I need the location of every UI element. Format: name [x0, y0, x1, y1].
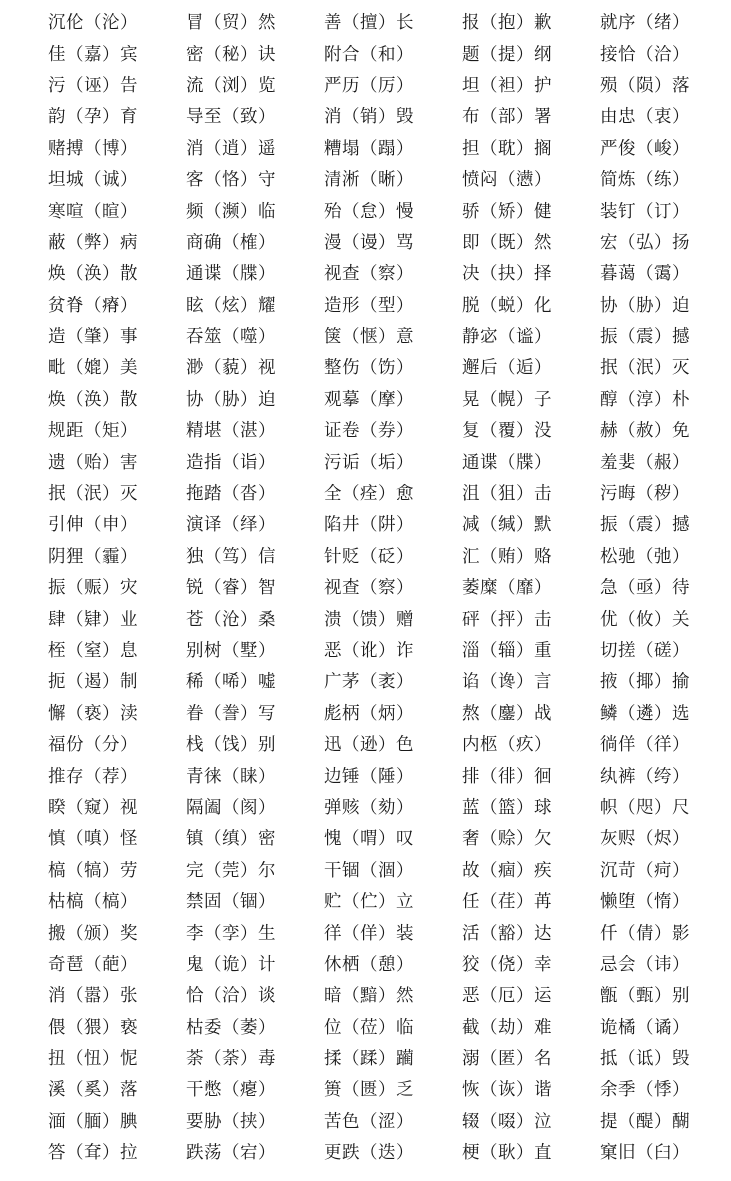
word-cell: 严历（厉）: [324, 75, 414, 96]
word-cell: 边锤（陲）: [324, 766, 414, 787]
word-cell: 搬（颁）奖: [48, 923, 138, 944]
word-cell: 由忠（衷）: [600, 107, 690, 128]
word-cell: 暮蔼（霭）: [600, 264, 690, 285]
word-cell: 内柩（疚）: [462, 735, 552, 756]
word-cell: 沉苛（疴）: [600, 860, 690, 881]
word-cell: 通谍（牒）: [186, 264, 276, 285]
word-cell: 偎（猥）亵: [48, 1017, 138, 1038]
word-cell: 韵（孕）育: [48, 107, 138, 128]
word-cell: 别树（墅）: [186, 641, 276, 661]
word-cell: 彪柄（炳）: [324, 703, 414, 724]
word-cell: 装钉（订）: [600, 201, 690, 222]
word-cell: 冒（贸）然: [186, 13, 276, 34]
word-cell: 导至（致）: [186, 107, 276, 128]
word-cell: 通谍（牒）: [462, 452, 552, 473]
word-cell: 沉伦（沦）: [48, 13, 138, 34]
word-cell: 整伤（饬）: [324, 358, 414, 379]
word-cell: 复（覆）没: [462, 421, 552, 442]
word-cell: 密（秘）诀: [186, 44, 276, 65]
word-cell: 渺（藐）视: [186, 358, 276, 379]
word-cell: 赌搏（博）: [48, 138, 138, 159]
word-cell: 湎（腼）腆: [48, 1111, 138, 1132]
word-cell: 溺（匿）名: [462, 1049, 552, 1070]
word-cell: 荼（荼）毒: [186, 1049, 276, 1070]
word-cell: 污（诬）告: [48, 75, 138, 96]
word-cell: 箧（惬）意: [324, 327, 414, 348]
word-cell: 担（耽）搁: [462, 138, 552, 159]
word-cell: 锐（睿）智: [186, 578, 276, 599]
word-cell: 汇（贿）赂: [462, 546, 552, 567]
word-cell: 减（缄）默: [462, 515, 552, 536]
word-cell: 赫（赦）免: [600, 421, 690, 442]
word-cell: 静宓（谧）: [462, 327, 552, 348]
word-cell: 扼（遏）制: [48, 672, 138, 693]
word-cell: 殒（陨）落: [600, 75, 690, 96]
word-cell: 恰（洽）谈: [186, 986, 276, 1007]
word-cell: 协（胁）迫: [600, 295, 690, 316]
word-cell: 隔阖（阂）: [186, 797, 276, 818]
word-cell: 贫脊（瘠）: [48, 295, 138, 316]
word-cell: 羞婓（赧）: [600, 452, 690, 473]
word-cell: 蔽（弊）病: [48, 232, 138, 253]
word-cell: 睽（窥）视: [48, 797, 138, 818]
word-cell: 遗（贻）害: [48, 452, 138, 473]
word-cell: 抿（泯）灭: [600, 358, 690, 379]
word-cell: 造（肇）事: [48, 327, 138, 348]
word-cell: 徜佯（徉）: [600, 735, 690, 756]
word-cell: 清淅（晰）: [324, 170, 414, 191]
word-cell: 寒喧（暄）: [48, 201, 138, 222]
word-cell: 恶（讹）诈: [324, 641, 414, 661]
word-cell: 李（孪）生: [186, 923, 276, 944]
word-cell: 故（痼）疾: [462, 860, 552, 881]
word-cell: 频（濒）临: [186, 201, 276, 222]
word-cell: 即（既）然: [462, 232, 552, 253]
word-cell: 简炼（练）: [600, 170, 690, 191]
word-cell: 骄（矫）健: [462, 201, 552, 222]
word-cell: 脱（蜕）化: [462, 295, 552, 316]
word-cell: 污晦（秽）: [600, 484, 690, 505]
word-cell: 鬼（诡）计: [186, 954, 276, 975]
word-cell: 引伸（申）: [48, 515, 138, 536]
word-cell: 奢（赊）欠: [462, 829, 552, 850]
word-cell: 决（抉）择: [462, 264, 552, 285]
word-cell: 鳞（遴）选: [600, 703, 690, 724]
word-cell: 诡橘（谲）: [600, 1017, 690, 1038]
word-cell: 萎糜（靡）: [462, 578, 552, 599]
word-cell: 干憋（瘪）: [186, 1080, 276, 1101]
word-cell: 宏（弘）扬: [600, 232, 690, 253]
word-cell: 推存（荐）: [48, 766, 138, 787]
word-cell: 糟塌（蹋）: [324, 138, 414, 159]
word-cell: 纨裤（绔）: [600, 766, 690, 787]
word-cell: 贮（伫）立: [324, 892, 414, 913]
word-cell: 严俊（峻）: [600, 138, 690, 159]
word-cell: 慎（嗔）怪: [48, 829, 138, 850]
word-cell: 狡（侥）幸: [462, 954, 552, 975]
word-cell: 谄（谗）言: [462, 672, 552, 693]
word-cell: 接恰（洽）: [600, 44, 690, 65]
word-cell: 截（劫）难: [462, 1017, 552, 1038]
word-cell: 恢（诙）谐: [462, 1080, 552, 1101]
word-cell: 忌会（讳）: [600, 954, 690, 975]
word-cell: 视查（察）: [324, 264, 414, 285]
word-cell: 焕（涣）散: [48, 264, 138, 285]
word-cell: 坦城（诚）: [48, 170, 138, 191]
word-cell: 吞筮（噬）: [186, 327, 276, 348]
word-cell: 眩（炫）耀: [186, 295, 276, 316]
word-cell: 排（徘）徊: [462, 766, 552, 787]
word-cell: 拖踏（沓）: [186, 484, 276, 505]
word-cell: 仟（倩）影: [600, 923, 690, 944]
word-cell: 掖（揶）揄: [600, 672, 690, 693]
word-cell: 熬（鏖）战: [462, 703, 552, 724]
word-cell: 阴狸（霾）: [48, 546, 138, 567]
word-cell: 流（浏）览: [186, 75, 276, 96]
word-table: [48, 6, 708, 1167]
word-cell: 位（莅）临: [324, 1017, 414, 1038]
word-cell: 愤闷（懑）: [462, 170, 552, 191]
word-cell: 松驰（弛）: [600, 546, 690, 567]
word-cell: 休栖（憩）: [324, 954, 414, 975]
word-cell: 要胁（挟）: [186, 1111, 276, 1132]
word-cell: 振（震）撼: [600, 327, 690, 348]
word-cell: 溪（奚）落: [48, 1080, 138, 1101]
word-cell: 振（赈）灾: [48, 578, 138, 599]
word-cell: 广茅（袤）: [324, 672, 414, 693]
word-cell: 恶（厄）运: [462, 986, 552, 1007]
word-cell: 篑（匮）乏: [324, 1080, 414, 1101]
word-cell: 蓝（篮）球: [462, 797, 552, 818]
word-cell: 陷井（阱）: [324, 515, 414, 536]
word-cell: 苍（沧）桑: [186, 609, 276, 630]
word-cell: 甑（甄）别: [600, 986, 690, 1007]
word-cell: 商确（榷）: [186, 232, 276, 253]
word-cell: 焕（涣）散: [48, 389, 138, 410]
word-cell: 福份（分）: [48, 735, 138, 756]
word-cell: 善（擅）长: [324, 13, 414, 34]
word-cell: 针贬（砭）: [324, 546, 414, 567]
word-cell: 精堪（湛）: [186, 421, 276, 442]
word-cell: 证卷（券）: [324, 421, 414, 442]
word-cell: 毗（媲）美: [48, 358, 138, 379]
word-cell: 青徕（睐）: [186, 766, 276, 787]
word-cell: 客（恪）守: [186, 170, 276, 191]
word-cell: 漫（谩）骂: [324, 232, 414, 253]
word-cell: 迅（逊）色: [324, 735, 414, 756]
word-cell: 急（亟）待: [600, 578, 690, 599]
word-cell: 就序（绪）: [600, 13, 690, 34]
word-cell: 扭（忸）怩: [48, 1049, 138, 1070]
word-cell: 苦色（涩）: [324, 1111, 414, 1132]
word-cell: 暗（黯）然: [324, 986, 414, 1007]
word-cell: 视查（察）: [324, 578, 414, 599]
word-cell: 答（耷）拉: [48, 1143, 138, 1164]
word-cell: 溃（馈）赠: [324, 609, 414, 630]
word-cell: 完（莞）尔: [186, 860, 276, 881]
word-cell: 镇（缜）密: [186, 829, 276, 850]
word-cell: 桎（窒）息: [48, 641, 138, 661]
word-cell: 附合（和）: [324, 44, 414, 65]
word-cell: 造指（诣）: [186, 452, 276, 473]
word-cell: 协（胁）迫: [186, 389, 276, 410]
word-cell: 帜（咫）尺: [600, 797, 690, 818]
word-cell: 振（震）撼: [600, 515, 690, 536]
word-cell: 砰（抨）击: [462, 609, 552, 630]
word-cell: 栈（饯）别: [186, 735, 276, 756]
word-cell: 污诟（垢）: [324, 452, 414, 473]
word-cell: 提（醍）醐: [600, 1111, 690, 1132]
word-cell: 跌荡（宕）: [186, 1143, 276, 1164]
word-cell: 灰赆（烬）: [600, 829, 690, 850]
word-cell: 干锢（涸）: [324, 860, 414, 881]
word-cell: 切搓（磋）: [600, 641, 690, 661]
word-cell: 规距（矩）: [48, 421, 138, 442]
word-cell: 抵（诋）毁: [600, 1049, 690, 1070]
word-cell: 枯槁（槁）: [48, 892, 138, 913]
word-cell: 愧（喟）叹: [324, 829, 414, 850]
word-cell: 全（痊）愈: [324, 484, 414, 505]
word-cell: 消（逍）遥: [186, 138, 276, 159]
word-cell: 邂后（逅）: [462, 358, 552, 379]
word-cell: 演译（绎）: [186, 515, 276, 536]
word-cell: 抿（泯）灭: [48, 484, 138, 505]
word-cell: 题（提）纲: [462, 44, 552, 65]
word-cell: 消（销）毁: [324, 107, 414, 128]
word-cell: 禁固（锢）: [186, 892, 276, 913]
word-cell: 优（攸）关: [600, 609, 690, 630]
word-cell: 余季（悸）: [600, 1080, 690, 1101]
word-cell: 造形（型）: [324, 295, 414, 316]
word-cell: 奇琶（葩）: [48, 954, 138, 975]
word-cell: 消（嚣）张: [48, 986, 138, 1007]
word-cell: 沮（狙）击: [462, 484, 552, 505]
word-cell: 徉（佯）装: [324, 923, 414, 944]
word-cell: 殆（怠）慢: [324, 201, 414, 222]
word-cell: 肆（肄）业: [48, 609, 138, 630]
word-cell: 晃（幌）子: [462, 389, 552, 410]
word-cell: 佳（嘉）宾: [48, 44, 138, 65]
word-cell: 窠旧（臼）: [600, 1143, 690, 1164]
word-cell: 布（部）署: [462, 107, 552, 128]
word-cell: 梗（耿）直: [462, 1143, 552, 1164]
word-cell: 稀（唏）嘘: [186, 672, 276, 693]
word-cell: 揉（蹂）躏: [324, 1049, 414, 1070]
word-cell: 辍（啜）泣: [462, 1111, 552, 1132]
word-cell: 弹赅（劾）: [324, 797, 414, 818]
word-cell: 任（荏）苒: [462, 892, 552, 913]
word-cell: 独（笃）信: [186, 546, 276, 567]
word-cell: 槁（犒）劳: [48, 860, 138, 881]
word-cell: 淄（辎）重: [462, 641, 552, 661]
word-cell: 坦（袒）护: [462, 75, 552, 96]
word-cell: 活（豁）达: [462, 923, 552, 944]
word-cell: 枯委（萎）: [186, 1017, 276, 1038]
word-cell: 懈（亵）渎: [48, 703, 138, 724]
word-cell: 懒堕（惰）: [600, 892, 690, 913]
word-cell: 观摹（摩）: [324, 389, 414, 410]
word-cell: 更跌（迭）: [324, 1143, 414, 1164]
word-cell: 报（抱）歉: [462, 13, 552, 34]
word-cell: 眷（誊）写: [186, 703, 276, 724]
word-cell: 醇（淳）朴: [600, 389, 690, 410]
